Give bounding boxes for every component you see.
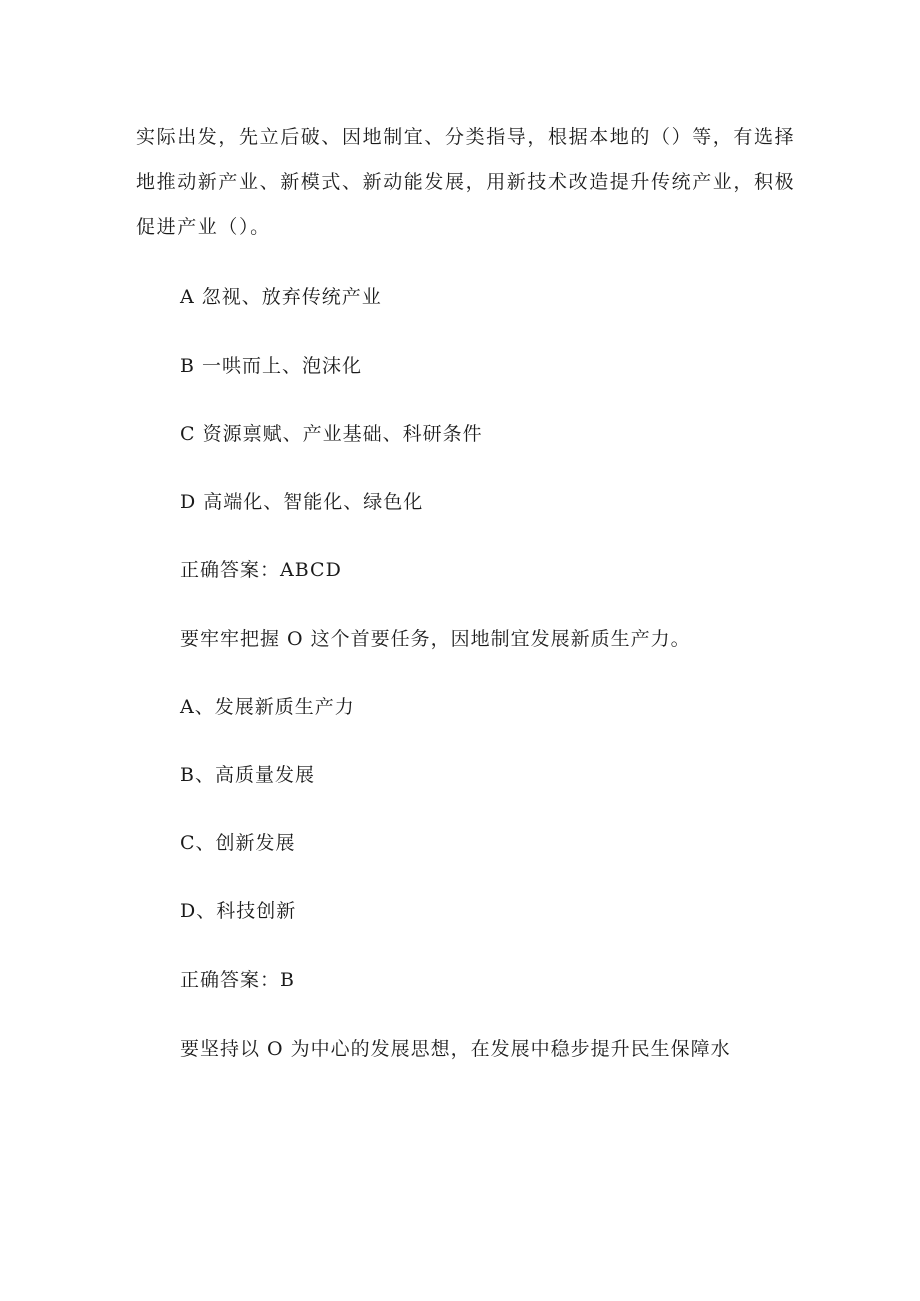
- question1-stem-line: 地推动新产业、新模式、新动能发展，用新技术改造提升传统产业，积极: [136, 171, 796, 193]
- question2-option-b: B、高质量发展: [180, 764, 315, 786]
- question2-option-a: A、发展新质生产力: [180, 696, 355, 718]
- question1-stem: [136, 115, 796, 250]
- question1-option-a: A 忽视、放弃传统产业: [180, 286, 382, 308]
- question2-option-c: C、创新发展: [180, 832, 296, 854]
- question1-option-c: C 资源禀赋、产业基础、科研条件: [180, 423, 483, 445]
- question1-answer: 正确答案：ABCD: [180, 559, 342, 581]
- question1-stem-line: 促进产业（）。: [136, 216, 271, 238]
- question3-stem: 要坚持以 O 为中心的发展思想，在发展中稳步提升民生保障水: [180, 1038, 731, 1060]
- question2-answer: 正确答案：B: [180, 969, 295, 991]
- question2-stem: 要牢牢把握 O 这个首要任务，因地制宜发展新质生产力。: [180, 628, 691, 650]
- question1-option-d: D 高端化、智能化、绿色化: [180, 491, 424, 513]
- question1-option-b: B 一哄而上、泡沫化: [180, 355, 363, 377]
- question1-stem-line: 实际出发，先立后破、因地制宜、分类指导，根据本地的（）等，有选择: [136, 126, 796, 148]
- question2-option-d: D、科技创新: [180, 900, 297, 922]
